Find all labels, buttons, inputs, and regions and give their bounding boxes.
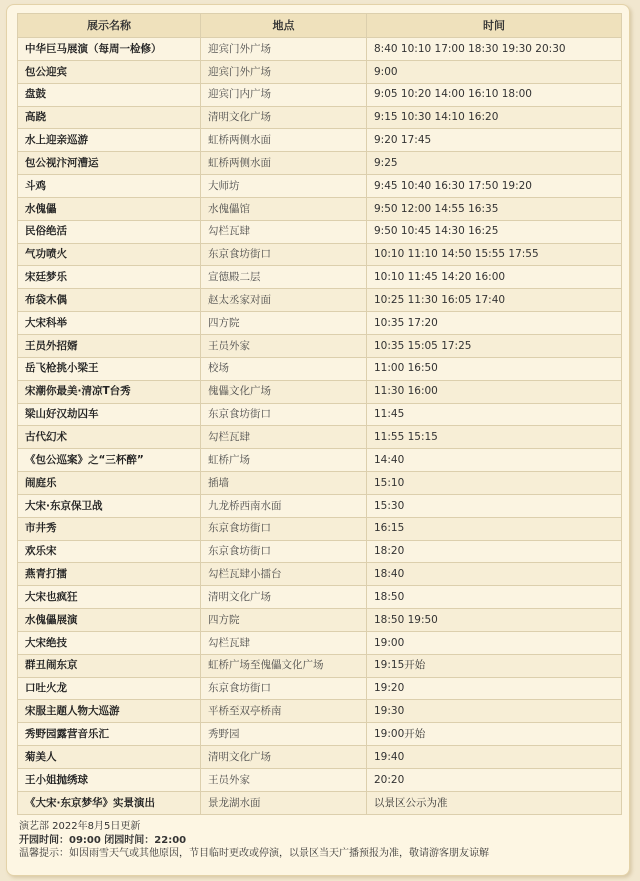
- cell-show-name: 高跷: [18, 106, 201, 129]
- cell-show-name: 包公视汴河漕运: [18, 152, 201, 175]
- schedule-footer: [19, 820, 489, 861]
- cell-time: 16:15: [367, 517, 622, 540]
- cell-time: 19:20: [367, 677, 622, 700]
- table-row: [18, 426, 622, 449]
- table-row: [18, 197, 622, 220]
- cell-location: 清明文化广场: [201, 746, 367, 769]
- table-row: [18, 38, 622, 61]
- table-row: [18, 609, 622, 632]
- cell-show-name: 宋潮你最美·清凉T台秀: [18, 380, 201, 403]
- cell-show-name: 布袋木偶: [18, 289, 201, 312]
- cell-time: 18:20: [367, 540, 622, 563]
- cell-show-name: 王小姐抛绣球: [18, 769, 201, 792]
- cell-show-name: 大宋·东京保卫战: [18, 494, 201, 517]
- cell-show-name: 闹庭乐: [18, 472, 201, 495]
- cell-time: 18:50: [367, 586, 622, 609]
- cell-time: 10:10 11:10 14:50 15:55 17:55: [367, 243, 622, 266]
- cell-location: 校场: [201, 357, 367, 380]
- cell-show-name: 《大宋·东京梦华》实景演出: [18, 791, 201, 814]
- cell-location: 东京食坊街口: [201, 677, 367, 700]
- cell-location: 水傀儡馆: [201, 197, 367, 220]
- cell-time: 19:30: [367, 700, 622, 723]
- cell-location: 东京食坊街口: [201, 540, 367, 563]
- table-row: [18, 312, 622, 335]
- table-row: [18, 586, 622, 609]
- cell-location: 勾栏瓦肆: [201, 426, 367, 449]
- cell-show-name: 大宋绝技: [18, 631, 201, 654]
- cell-location: 四方院: [201, 609, 367, 632]
- cell-show-name: 古代幻术: [18, 426, 201, 449]
- cell-time: 9:00: [367, 60, 622, 83]
- cell-time: 19:15开始: [367, 654, 622, 677]
- table-row: [18, 243, 622, 266]
- cell-show-name: 中华巨马展演（每周一检修）: [18, 38, 201, 61]
- cell-show-name: 包公迎宾: [18, 60, 201, 83]
- cell-time: 9:15 10:30 14:10 16:20: [367, 106, 622, 129]
- cell-location: 迎宾门内广场: [201, 83, 367, 106]
- cell-show-name: 燕青打擂: [18, 563, 201, 586]
- cell-location: 虹桥两侧水面: [201, 129, 367, 152]
- cell-location: 东京食坊街口: [201, 403, 367, 426]
- table-header-row: [18, 14, 622, 38]
- cell-show-name: 群丑闹东京: [18, 654, 201, 677]
- table-row: [18, 654, 622, 677]
- cell-time: 18:40: [367, 563, 622, 586]
- performance-schedule-table: [17, 13, 622, 815]
- table-row: [18, 380, 622, 403]
- cell-location: 秀野园: [201, 723, 367, 746]
- cell-time: 10:10 11:45 14:20 16:00: [367, 266, 622, 289]
- cell-show-name: 大宋也疯狂: [18, 586, 201, 609]
- cell-location: 四方院: [201, 312, 367, 335]
- cell-location: 勾栏瓦肆: [201, 631, 367, 654]
- cell-time: 8:40 10:10 17:00 18:30 19:30 20:30: [367, 38, 622, 61]
- cell-location: 清明文化广场: [201, 106, 367, 129]
- cell-location: 赵太丞家对面: [201, 289, 367, 312]
- opening-hours: 开园时间：09:00 闭园时间：22:00: [19, 834, 187, 846]
- cell-location: 勾栏瓦肆: [201, 220, 367, 243]
- table-row: [18, 472, 622, 495]
- table-row: [18, 677, 622, 700]
- cell-time: 19:00开始: [367, 723, 622, 746]
- cell-show-name: 宋廷梦乐: [18, 266, 201, 289]
- cell-time: 20:20: [367, 769, 622, 792]
- table-row: [18, 334, 622, 357]
- table-row: [18, 289, 622, 312]
- table-row: [18, 700, 622, 723]
- table-row: [18, 403, 622, 426]
- cell-show-name: 《包公巡案》之“三杯醉”: [18, 449, 201, 472]
- cell-show-name: 梁山好汉劫囚车: [18, 403, 201, 426]
- cell-show-name: 水上迎亲巡游: [18, 129, 201, 152]
- cell-location: 九龙桥西南水面: [201, 494, 367, 517]
- cell-time: 9:45 10:40 16:30 17:50 19:20: [367, 175, 622, 198]
- table-row: [18, 791, 622, 814]
- cell-location: 虹桥广场: [201, 449, 367, 472]
- schedule-card: [6, 4, 630, 876]
- header-time: 时间: [367, 14, 622, 38]
- table-row: [18, 517, 622, 540]
- cell-time: 9:05 10:20 14:00 16:10 18:00: [367, 83, 622, 106]
- cell-time: 9:50 10:45 14:30 16:25: [367, 220, 622, 243]
- table-row: [18, 563, 622, 586]
- cell-time: 15:30: [367, 494, 622, 517]
- cell-time: 11:00 16:50: [367, 357, 622, 380]
- cell-location: 王员外家: [201, 334, 367, 357]
- cell-show-name: 口吐火龙: [18, 677, 201, 700]
- cell-time: 19:40: [367, 746, 622, 769]
- cell-show-name: 民俗绝活: [18, 220, 201, 243]
- cell-time: 15:10: [367, 472, 622, 495]
- table-row: [18, 769, 622, 792]
- cell-location: 东京食坊街口: [201, 243, 367, 266]
- table-row: [18, 357, 622, 380]
- header-location: 地点: [201, 14, 367, 38]
- cell-time: 10:35 15:05 17:25: [367, 334, 622, 357]
- table-row: [18, 129, 622, 152]
- cell-time: 11:45: [367, 403, 622, 426]
- cell-show-name: 欢乐宋: [18, 540, 201, 563]
- table-row: [18, 449, 622, 472]
- cell-time: 11:30 16:00: [367, 380, 622, 403]
- cell-show-name: 大宋科举: [18, 312, 201, 335]
- cell-location: 插墙: [201, 472, 367, 495]
- table-row: [18, 175, 622, 198]
- cell-location: 平桥至双亭桥南: [201, 700, 367, 723]
- table-row: [18, 152, 622, 175]
- cell-show-name: 水傀儡: [18, 197, 201, 220]
- table-row: [18, 540, 622, 563]
- cell-show-name: 菊美人: [18, 746, 201, 769]
- cell-show-name: 水傀儡展演: [18, 609, 201, 632]
- table-row: [18, 83, 622, 106]
- cell-location: 迎宾门外广场: [201, 60, 367, 83]
- cell-show-name: 岳飞枪挑小梁王: [18, 357, 201, 380]
- cell-show-name: 宋服主题人物大巡游: [18, 700, 201, 723]
- cell-time: 14:40: [367, 449, 622, 472]
- table-row: [18, 723, 622, 746]
- cell-show-name: 市井秀: [18, 517, 201, 540]
- cell-location: 东京食坊街口: [201, 517, 367, 540]
- table-row: [18, 494, 622, 517]
- cell-location: 景龙湖水面: [201, 791, 367, 814]
- header-show-name: 展示名称: [18, 14, 201, 38]
- table-row: [18, 631, 622, 654]
- cell-time: 18:50 19:50: [367, 609, 622, 632]
- cell-time: 10:35 17:20: [367, 312, 622, 335]
- cell-location: 勾栏瓦肆小擂台: [201, 563, 367, 586]
- cell-show-name: 盘鼓: [18, 83, 201, 106]
- cell-location: 王员外家: [201, 769, 367, 792]
- table-row: [18, 106, 622, 129]
- cell-location: 宣德殿二层: [201, 266, 367, 289]
- cell-show-name: 秀野园露营音乐汇: [18, 723, 201, 746]
- cell-time: 19:00: [367, 631, 622, 654]
- cell-time: 9:25: [367, 152, 622, 175]
- cell-location: 清明文化广场: [201, 586, 367, 609]
- cell-time: 9:50 12:00 14:55 16:35: [367, 197, 622, 220]
- table-row: [18, 746, 622, 769]
- warm-notice: 温馨提示：如因雨雪天气或其他原因，节目临时更改或停演，以景区当天广播预报为准，敬请游客朋友谅解: [19, 848, 489, 859]
- table-row: [18, 220, 622, 243]
- cell-show-name: 王员外招婿: [18, 334, 201, 357]
- cell-show-name: 气功喷火: [18, 243, 201, 266]
- cell-location: 虹桥两侧水面: [201, 152, 367, 175]
- table-row: [18, 60, 622, 83]
- cell-location: 虹桥广场至傀儡文化广场: [201, 654, 367, 677]
- cell-location: 大师坊: [201, 175, 367, 198]
- cell-time: 11:55 15:15: [367, 426, 622, 449]
- update-note: 演艺部 2022年8月5日更新: [19, 821, 141, 832]
- cell-time: 10:25 11:30 16:05 17:40: [367, 289, 622, 312]
- cell-time: 9:20 17:45: [367, 129, 622, 152]
- cell-show-name: 斗鸡: [18, 175, 201, 198]
- cell-location: 傀儡文化广场: [201, 380, 367, 403]
- cell-location: 迎宾门外广场: [201, 38, 367, 61]
- cell-time: 以景区公示为准: [367, 791, 622, 814]
- table-row: [18, 266, 622, 289]
